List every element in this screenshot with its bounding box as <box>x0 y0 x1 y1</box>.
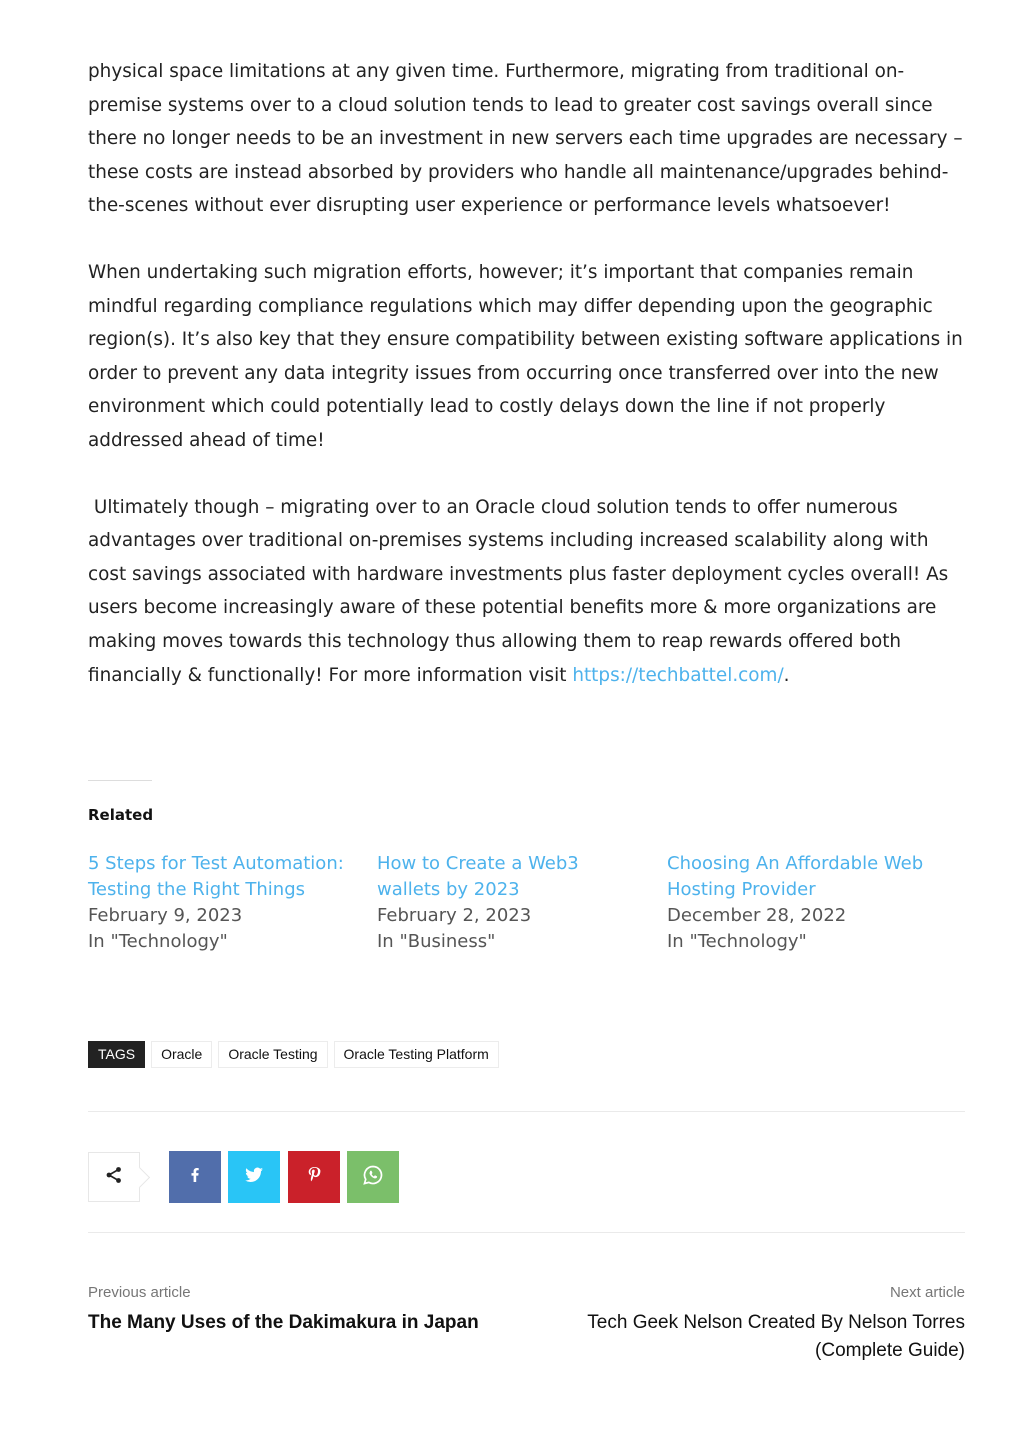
whatsapp-share-button[interactable] <box>347 1151 399 1203</box>
article-paragraph-final <box>88 491 968 693</box>
related-item-category: In "Business" <box>377 931 496 952</box>
article-body <box>88 55 968 725</box>
related-item-date: February 9, 2023 <box>88 905 243 926</box>
next-article-label: Next article <box>889 1284 965 1301</box>
tags-row <box>88 1041 499 1068</box>
related-item-date: December 28, 2022 <box>667 905 847 926</box>
share-divider-bottom <box>88 1232 965 1233</box>
tag-oracle[interactable]: Oracle <box>151 1041 212 1068</box>
previous-article-label: Previous article <box>88 1284 191 1301</box>
related-divider <box>88 780 152 781</box>
pinterest-share-button[interactable] <box>288 1151 340 1203</box>
related-item-date: February 2, 2023 <box>377 905 532 926</box>
article-paragraph: When undertaking such migration efforts, however; it’s important that companies remain mindful regarding compliance regulations which may differ depending upon the geographic region(s). It’s also key that they ensure compatibility between existing software applications in order to prevent any data integrity issues from occurring once transferred over into the new environment which could potentially lead to costly delays down the line if not properly addressed ahead of time! <box>88 261 963 451</box>
related-item <box>667 851 927 955</box>
previous-article-link[interactable]: The Many Uses of the Dakimakura in Japan <box>88 1312 479 1333</box>
facebook-share-button[interactable] <box>169 1151 221 1203</box>
paragraph-end: . <box>783 664 790 686</box>
techbattel-link[interactable]: https://techbattel.com/ <box>572 664 784 686</box>
related-item-link[interactable]: How to Create a Web3 wallets by 2023 <box>377 853 579 900</box>
next-article-link[interactable]: Tech Geek Nelson Created By Nelson Torres (Complete Guide) <box>587 1312 965 1361</box>
share-icon <box>105 1166 123 1188</box>
related-item <box>88 851 348 955</box>
paragraph-text: Ultimately though – migrating over to an Oracle cloud solution tends to offer numerous advantages over traditional on-premises systems including increased scalability along with cost savings associated with hardware investments plus faster deployment cycles overall! As users become increasingly aware of these potential benefits more & more organizations are making moves towards this technology thus allowing them to reap rewards offered both financially & functionally! For more information visit <box>88 496 955 686</box>
tag-oracle-testing-platform[interactable]: Oracle Testing Platform <box>334 1041 499 1068</box>
related-item <box>377 851 637 955</box>
tags-label: TAGS <box>88 1041 145 1068</box>
share-button[interactable] <box>88 1152 140 1202</box>
related-heading: Related <box>88 806 154 824</box>
twitter-icon <box>243 1165 265 1189</box>
related-item-link[interactable]: Choosing An Affordable Web Hosting Provider <box>667 853 924 900</box>
article-paragraph: physical space limitations at any given time. Furthermore, migrating from traditional on-premise systems over to a cloud solution tends to lead to greater cost savings overall since there no longer needs to be an investment in new servers each time upgrades are necessary – these costs are instead absorbed by providers who handle all maintenance/upgrades behind-the-scenes without ever disrupting user experience or performance levels whatsoever! <box>88 61 963 217</box>
facebook-icon <box>185 1165 205 1189</box>
tag-oracle-testing[interactable]: Oracle Testing <box>218 1041 327 1068</box>
related-item-link[interactable]: 5 Steps for Test Automation: Testing the Right Things <box>88 853 344 900</box>
related-item-category: In "Technology" <box>88 931 228 952</box>
whatsapp-icon <box>362 1164 384 1190</box>
twitter-share-button[interactable] <box>228 1151 280 1203</box>
related-item-category: In "Technology" <box>667 931 807 952</box>
pinterest-icon <box>306 1165 322 1189</box>
share-divider-top <box>88 1111 965 1112</box>
